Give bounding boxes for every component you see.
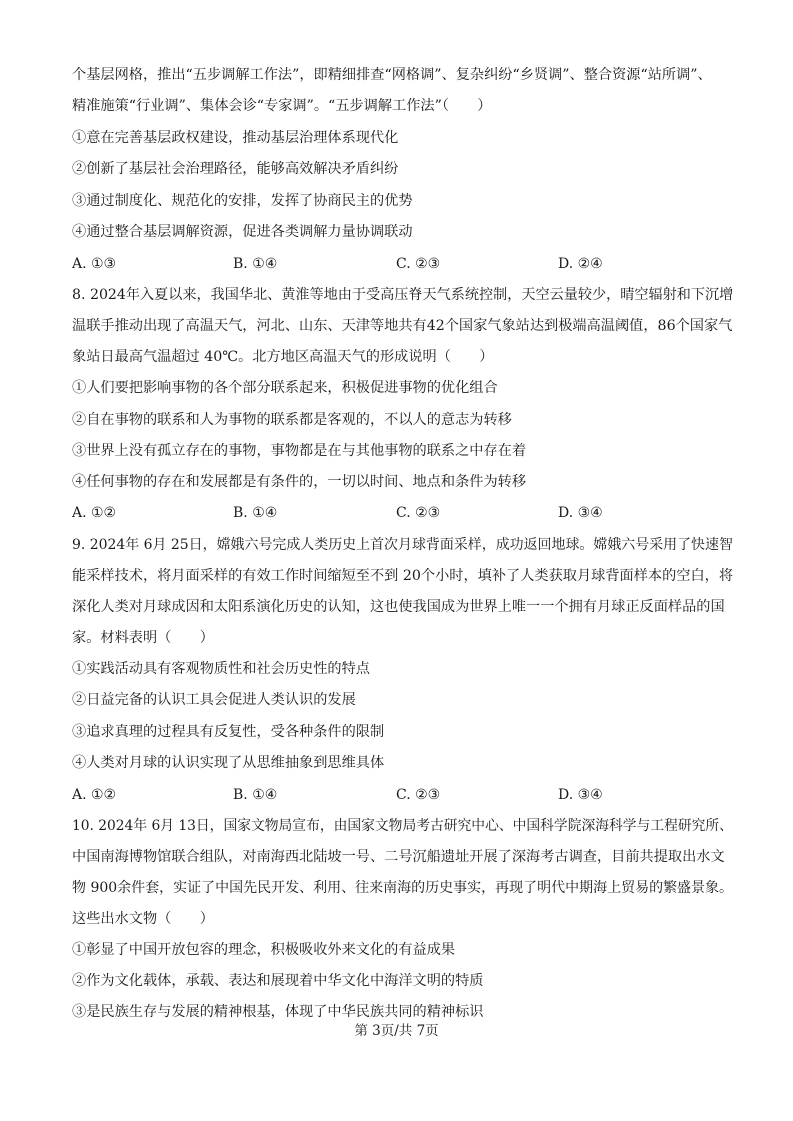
q9-statement-1: ①实践活动具有客观物质性和社会历史性的特点: [72, 661, 370, 677]
q9-stem-line-1: 9. 2024年 6月 25日，嫦娥六号完成人类历史上首次月球背面采样，成功返回地球。嫦娥六号采用了快速智: [72, 537, 733, 553]
q8-option-d: D. ③④: [558, 505, 603, 521]
q9-option-a: A. ①②: [72, 787, 117, 803]
q10-stem-line-4: 这些出水文物（ ）: [72, 911, 214, 927]
q7-option-c: C. ②③: [396, 256, 441, 272]
q9-option-c: C. ②③: [396, 787, 441, 803]
q8-stem-line-2: 温联手推动出现了高温天气，河北、山东、天津等地共有42个国家气象站达到极端高温阈值，86个国家气: [72, 318, 733, 334]
q8-option-c: C. ②③: [396, 505, 441, 521]
q9-statement-3: ③追求真理的过程具有反复性，受各种条件的限制: [72, 724, 385, 740]
q8-statement-4: ④任何事物的存在和发展都是有条件的，一切以时间、地点和条件为转移: [72, 474, 527, 490]
page-number-footer: 第 3页/共 7页: [354, 1023, 439, 1039]
q8-statement-2: ②自在事物的联系和人为事物的联系都是客观的，不以人的意志为转移: [72, 412, 512, 428]
q9-stem-line-4: 家。材料表明（ ）: [72, 630, 214, 646]
q9-stem-line-2: 能采样技术，将月面采样的有效工作时间缩短至不到 20个小时，填补了人类获取月球背面样本的空白，将: [72, 568, 734, 584]
q9-statement-4: ④人类对月球的认识实现了从思维抽象到思维具体: [72, 755, 385, 771]
q7-stem-line-1: 个基层网格，推出“五步调解工作法”，即精细排查“网格调”、复杂纠纷“乡贤调”、整合资源“站所调”、: [72, 67, 712, 83]
q10-stem-line-2: 中国南海博物馆联合组队，对南海西北陆坡一号、二号沉船遗址开展了深海考古调查，目前共提取出水文: [72, 849, 725, 865]
q8-statement-1: ①人们要把影响事物的各个部分联系起来，积极促进事物的优化组合: [72, 380, 498, 396]
q7-statement-1: ①意在完善基层政权建设，推动基层治理体系现代化: [72, 130, 399, 146]
q8-stem-line-3: 象站日最高气温超过 40℃。北方地区高温天气的形成说明（ ）: [72, 349, 494, 365]
q10-statement-1: ①彰显了中国开放包容的理念，积极吸收外来文化的有益成果: [72, 942, 456, 958]
q9-option-b: B. ①④: [233, 787, 278, 803]
q10-statement-2: ②作为文化载体，承载、表达和展现着中华文化中海洋文明的特质: [72, 973, 484, 989]
q7-option-a: A. ①③: [72, 256, 117, 272]
q9-option-d: D. ③④: [558, 787, 603, 803]
q7-statement-2: ②创新了基层社会治理路径，能够高效解决矛盾纠纷: [72, 161, 399, 177]
q7-stem-line-2: 精准施策“行业调”、集体会诊“专家调”。“五步调解工作法”（ ）: [72, 98, 492, 114]
q9-statement-2: ②日益完备的认识工具会促进人类认识的发展: [72, 692, 356, 708]
q8-stem-line-1: 8. 2024年入夏以来，我国华北、黄淮等地由于受高压脊天气系统控制，天空云量较少，晴空辐射和下沉增: [72, 287, 734, 303]
q10-stem-line-1: 10. 2024年 6月 13日，国家文物局宣布，由国家文物局考古研究中心、中国科学院深海科学与工程研究所、: [72, 818, 733, 834]
q7-statement-3: ③通过制度化、规范化的安排，发挥了协商民主的优势: [72, 193, 413, 209]
q10-statement-3: ③是民族生存与发展的精神根基，体现了中华民族共同的精神标识: [72, 1004, 484, 1020]
q8-option-b: B. ①④: [233, 505, 278, 521]
q8-option-a: A. ①②: [72, 505, 117, 521]
q9-stem-line-3: 深化人类对月球成因和太阳系演化历史的认知，这也使我国成为世界上唯一一个拥有月球正反面样品的国: [72, 599, 725, 615]
q7-option-d: D. ②④: [558, 256, 603, 272]
q10-stem-line-3: 物 900余件套，实证了中国先民开发、利用、往来南海的历史事实，再现了明代中期海上贸易的繁盛景象。: [72, 880, 734, 896]
q7-option-b: B. ①④: [233, 256, 278, 272]
q7-statement-4: ④通过整合基层调解资源，促进各类调解力量协调联动: [72, 224, 413, 240]
q8-statement-3: ③世界上没有孤立存在的事物，事物都是在与其他事物的联系之中存在着: [72, 443, 527, 459]
